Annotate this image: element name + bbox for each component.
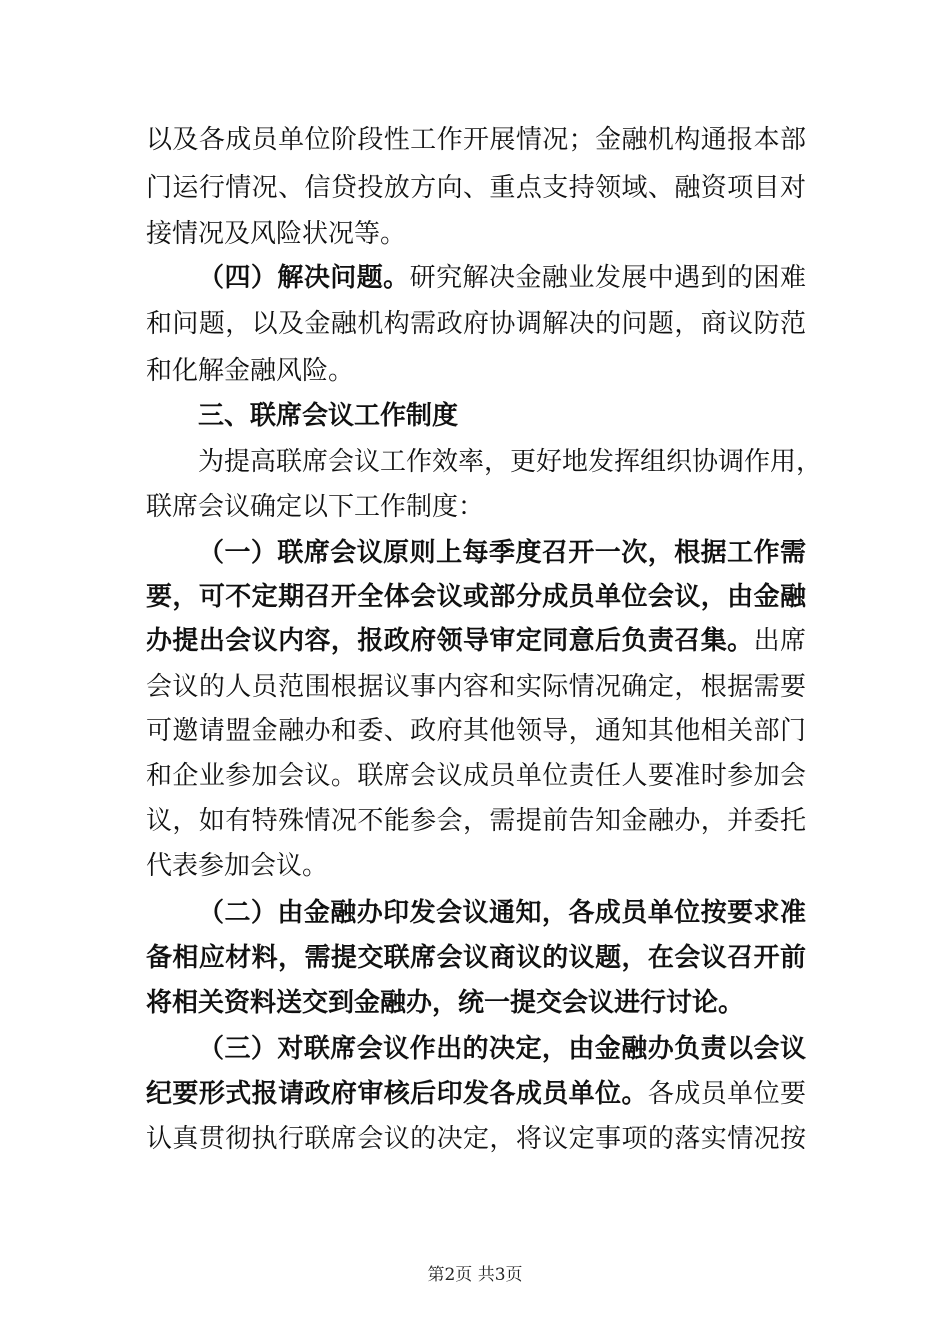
paragraph-line: （三）对联席会议作出的决定，由金融办负责以会议 [198, 1034, 806, 1064]
page-number-footer: 第2页 共3页 [427, 1265, 523, 1285]
paragraph-line [198, 256, 806, 300]
paragraph-line: 为提高联席会议工作效率，更好地发挥组织协调作用， [198, 447, 823, 477]
bold-run: 纪要形式报请政府审核后印发各成员单位。 [146, 1079, 648, 1109]
paragraph-run: 出席 [753, 626, 806, 656]
paragraph-line: 门运行情况、信贷投放方向、重点支持领域、融资项目对 [146, 173, 806, 203]
paragraph-line: 备相应材料，需提交联席会议商议的议题，在会议召开前 [146, 943, 806, 973]
paragraph-line: 以及各成员单位阶段性工作开展情况；金融机构通报本部 [146, 125, 806, 155]
paragraph-line: 和化解金融风险。 [146, 356, 355, 386]
paragraph-line: 议，如有特殊情况不能参会，需提前告知金融办，并委托 [146, 806, 806, 836]
paragraph-line: （一）联席会议原则上每季度召开一次，根据工作需 [198, 538, 806, 568]
paragraph-line: 联席会议确定以下工作制度： [146, 492, 485, 522]
paragraph-run: 研究解决金融业发展中遇到的困难 [409, 263, 806, 293]
section-heading-run: （四）解决问题。 [198, 263, 410, 293]
paragraph-line: 会议的人员范围根据议事内容和实际情况确定，根据需要 [146, 672, 806, 702]
paragraph-line: 接情况及风险状况等。 [146, 219, 407, 249]
paragraph-line: 和问题，以及金融机构需政府协调解决的问题，商议防范 [146, 309, 806, 339]
paragraph-line: 要，可不定期召开全体会议或部分成员单位会议，由金融 [146, 582, 806, 612]
paragraph-line [146, 619, 806, 663]
paragraph-line: 和企业参加会议。联席会议成员单位责任人要准时参加会 [146, 761, 806, 791]
section-heading: 三、联席会议工作制度 [198, 401, 459, 431]
paragraph-line: 将相关资料送交到金融办，统一提交会议进行讨论。 [146, 988, 745, 1018]
paragraph-line: （二）由金融办印发会议通知，各成员单位按要求准 [198, 898, 806, 928]
paragraph-line: 认真贯彻执行联席会议的决定，将议定事项的落实情况按 [146, 1124, 806, 1154]
paragraph-line: 可邀请盟金融办和委、政府其他领导，通知其他相关部门 [146, 716, 806, 746]
paragraph-line: 代表参加会议。 [146, 851, 329, 881]
paragraph-line [146, 1072, 806, 1116]
bold-run: 办提出会议内容，报政府领导审定同意后负责召集。 [146, 626, 754, 656]
paragraph-run: 各成员单位要 [647, 1079, 806, 1109]
